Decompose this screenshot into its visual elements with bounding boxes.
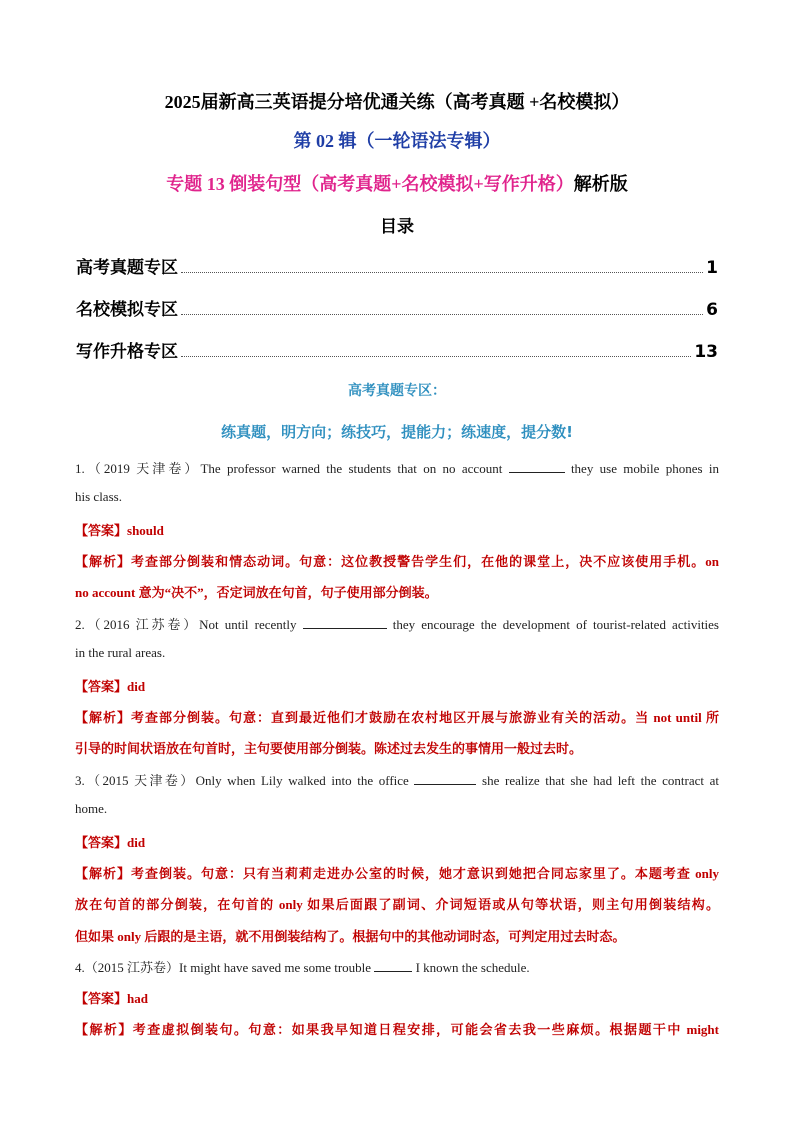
question-2-stem: 2.（2016 江苏卷）Not until recently they encourage the development of tourist-related activities	[75, 617, 719, 632]
answer-blank	[509, 461, 565, 473]
toc-entry-label: 高考真题专区	[76, 258, 178, 278]
question-4-answer: 【答案】had	[75, 991, 148, 1006]
toc-heading: 目录	[380, 217, 414, 237]
question-2-answer: 【答案】did	[75, 679, 146, 694]
toc-entry-page: 1	[706, 258, 718, 278]
question-3-stem: 3.（2015 天津卷）Only when Lily walked into the office she realize that she had left the contract at	[75, 773, 719, 788]
question-1-analysis: 【解析】考查部分倒装和情态动词。句意：这位教授警告学生们，在他的课堂上，决不应该使用手机。on	[75, 554, 719, 569]
toc-entry[interactable]	[76, 254, 718, 278]
answer-blank	[414, 773, 476, 785]
toc-entry-label: 写作升格专区	[76, 342, 178, 362]
question-1-stem: 1.（2019 天津卷）The professor warned the students that on no account they use mobile phones in	[75, 461, 719, 476]
toc-leader	[181, 272, 703, 273]
question-3-stem-cont: home.	[75, 801, 108, 816]
topic-title	[0, 170, 794, 196]
topic-suffix: 解析版	[573, 174, 628, 194]
topic-main: 专题 13 倒装句型（高考真题+名校模拟+写作升格）	[166, 174, 574, 194]
document-subtitle: 第 02 辑（一轮语法专辑）	[293, 131, 501, 151]
question-3-analysis-cont: 但如果 only 后跟的是主语，就不用倒装结构了。根据句中的其他动词时态，可判定用过去时态。	[75, 929, 626, 944]
question-2-analysis-cont: 引导的时间状语放在句首时，主句要使用部分倒装。陈述过去发生的事情用一般过去时。	[75, 741, 583, 756]
answer-blank	[303, 617, 387, 629]
question-2-analysis: 【解析】考查部分倒装。句意：直到最近他们才鼓励在农村地区开展与旅游业有关的活动。当 not until 所	[75, 710, 719, 725]
question-4-stem: 4.（2015 江苏卷）It might have saved me some trouble I known the schedule.	[75, 960, 530, 975]
question-3-answer: 【答案】did	[75, 835, 146, 850]
toc-entry[interactable]	[76, 296, 718, 320]
toc-entry-page: 13	[694, 342, 718, 362]
toc-entry-label: 名校模拟专区	[76, 300, 178, 320]
toc-leader	[181, 314, 703, 315]
question-1-stem-cont: his class.	[75, 489, 122, 504]
section-heading: 高考真题专区：	[348, 383, 446, 399]
toc-entry[interactable]	[76, 338, 718, 362]
question-2-stem-cont: in the rural areas.	[75, 645, 166, 660]
toc-leader	[181, 356, 691, 357]
document-title: 2025届新高三英语提分培优通关练（高考真题 +名校模拟）	[164, 92, 630, 112]
question-1-answer: 【答案】should	[75, 523, 164, 538]
question-4-analysis: 【解析】考查虚拟倒装句。句意：如果我早知道日程安排，可能会省去我一些麻烦。根据题干中 might	[75, 1022, 719, 1037]
question-1-analysis-cont: no account 意为“决不”，否定词放在句首，句子使用部分倒装。	[75, 585, 438, 600]
toc-entry-page: 6	[706, 300, 718, 320]
question-3-analysis-cont: 放在句首的部分倒装，在句首的 only 如果后面跟了副词、介词短语或从句等状语，则主句用倒装结构。	[75, 897, 719, 912]
question-3-analysis: 【解析】考查倒装。句意：只有当莉莉走进办公室的时候，她才意识到她把合同忘家里了。本题考查 only	[75, 866, 719, 881]
answer-blank	[374, 960, 412, 972]
section-slogan: 练真题，明方向；练技巧，提能力；练速度，提分数!	[221, 423, 573, 441]
